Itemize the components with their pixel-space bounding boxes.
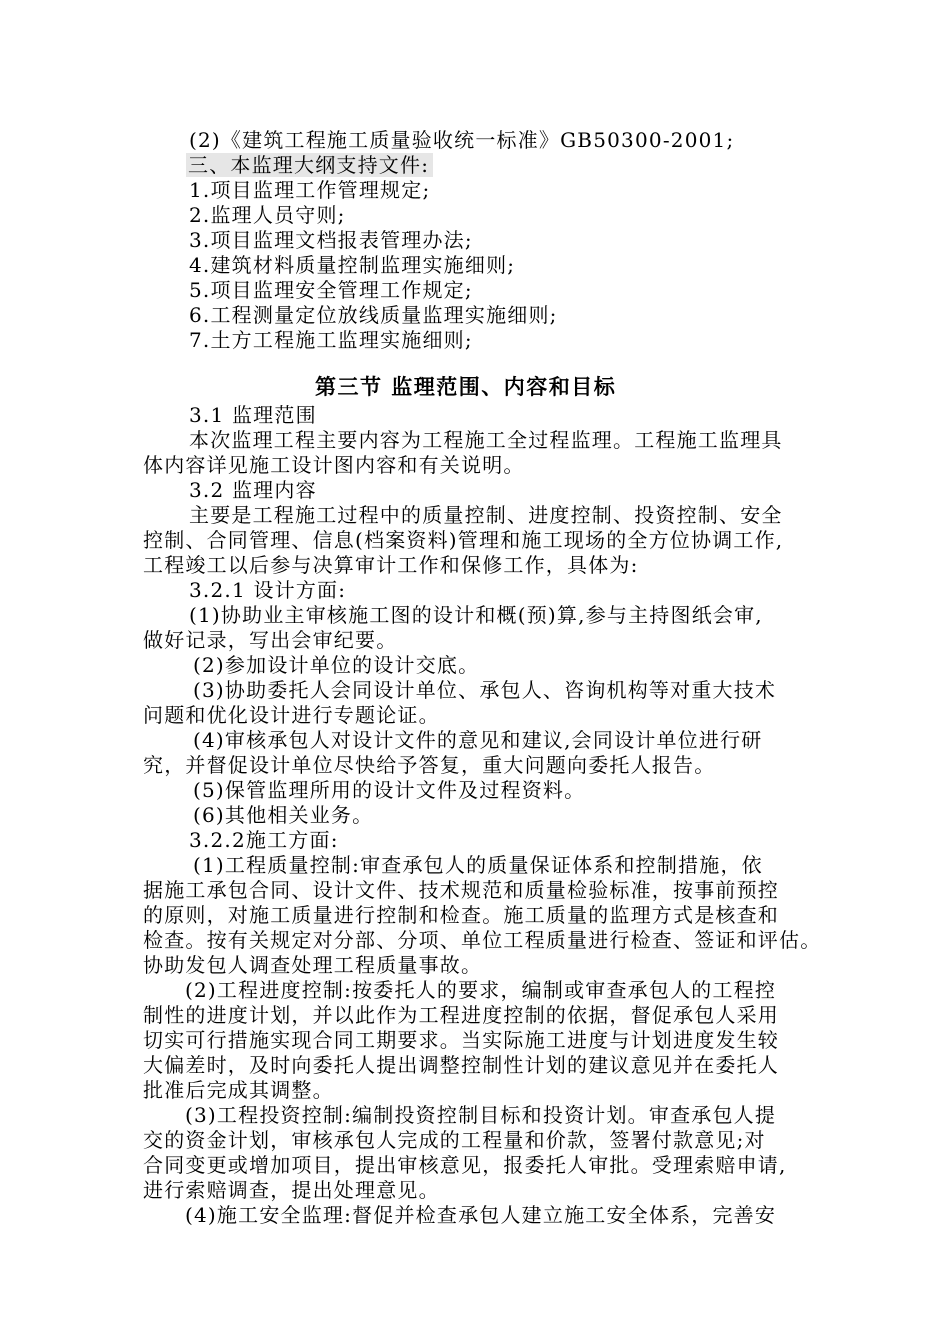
paragraph-line: 问题和优化设计进行专题论证。 (143, 703, 440, 727)
paragraph-line: 检查。按有关规定对分部、分项、单位工程质量进行检查、签证和评估。 (143, 928, 822, 952)
paragraph-line: (6)其他相关业务。 (193, 803, 374, 827)
list-item: 2.监理人员守则; (189, 203, 346, 227)
paragraph-line: (2)工程进度控制:按委托人的要求，编制或审查承包人的工程控 (185, 978, 777, 1002)
paragraph-line: 主要是工程施工过程中的质量控制、进度控制、投资控制、安全 (189, 503, 783, 527)
paragraph-line: (3)协助委托人会同设计单位、承包人、咨询机构等对重大技术 (193, 678, 777, 702)
list-item: 3.项目监理文档报表管理办法; (189, 228, 473, 252)
paragraph-line: 究，并督促设计单位尽快给予答复，重大问题向委托人报告。 (143, 753, 716, 777)
section-title: 第三节 监理范围、内容和目标 (315, 375, 617, 399)
subsection-heading: 3.2 监理内容 (189, 478, 317, 502)
subsection-heading: 3.1 监理范围 (189, 403, 317, 427)
paragraph-line: (5)保管监理所用的设计文件及过程资料。 (193, 778, 586, 802)
paragraph-line: (1)工程质量控制:审查承包人的质量保证体系和控制措施，依 (193, 853, 763, 877)
paragraph-line: 切实可行措施实现合同工期要求。当实际施工进度与计划进度发生较 (143, 1028, 779, 1052)
subsection-heading: 3.2.1 设计方面: (189, 578, 347, 602)
paragraph-line: 交的资金计划，审核承包人完成的工程量和价款，签署付款意见;对 (143, 1128, 766, 1152)
list-item: 5.项目监理安全管理工作规定; (189, 278, 473, 302)
paragraph-line: (3)工程投资控制:编制投资控制目标和投资计划。审查承包人提 (185, 1103, 777, 1127)
list-item: 1.项目监理工作管理规定; (189, 178, 431, 202)
section-heading (186, 153, 433, 177)
paragraph-line: 的原则，对施工质量进行控制和检查。施工质量的监理方式是核查和 (143, 903, 779, 927)
paragraph-line: (2)参加设计单位的设计交底。 (193, 653, 480, 677)
paragraph-line: 大偏差时，及时向委托人提出调整控制性计划的建议意见并在委托人 (143, 1053, 779, 1077)
paragraph-line: 控制、合同管理、信息(档案资料)管理和施工现场的全方位协调工作, (143, 528, 784, 552)
text-line: (2)《建筑工程施工质量验收统一标准》GB50300-2001; (189, 128, 735, 152)
highlighted-heading: 三、本监理大纲支持文件: (186, 153, 433, 177)
paragraph-line: 进行索赔调查，提出处理意见。 (143, 1178, 440, 1202)
list-item: 4.建筑材料质量控制监理实施细则; (189, 253, 516, 277)
list-item: 6.工程测量定位放线质量监理实施细则; (189, 303, 558, 327)
paragraph-line: 工程竣工以后参与决算审计工作和保修工作，具体为: (143, 553, 639, 577)
paragraph-line: 本次监理工程主要内容为工程施工全过程监理。工程施工监理具 (189, 428, 783, 452)
paragraph-line: (4)施工安全监理:督促并检查承包人建立施工安全体系，完善安 (185, 1203, 777, 1227)
paragraph-line: 合同变更或增加项目，提出审核意见，报委托人审批。受理索赔申请, (143, 1153, 787, 1177)
paragraph-line: 批准后完成其调整。 (143, 1078, 334, 1102)
paragraph-line: 制性的进度计划，并以此作为工程进度控制的依据，督促承包人采用 (143, 1003, 779, 1027)
subsection-heading: 3.2.2施工方面: (189, 828, 339, 852)
paragraph-line: 做好记录，写出会审纪要。 (143, 628, 398, 652)
list-item: 7.土方工程施工监理实施细则; (189, 328, 473, 352)
paragraph-line: 体内容详见施工设计图内容和有关说明。 (143, 453, 525, 477)
paragraph-line: (4)审核承包人对设计文件的意见和建议,会同设计单位进行研 (193, 728, 763, 752)
paragraph-line: 协助发包人调查处理工程质量事故。 (143, 953, 483, 977)
paragraph-line: 据施工承包合同、设计文件、技术规范和质量检验标准，按事前预控 (143, 878, 779, 902)
paragraph-line: (1)协助业主审核施工图的设计和概(预)算,参与主持图纸会审, (189, 603, 763, 627)
